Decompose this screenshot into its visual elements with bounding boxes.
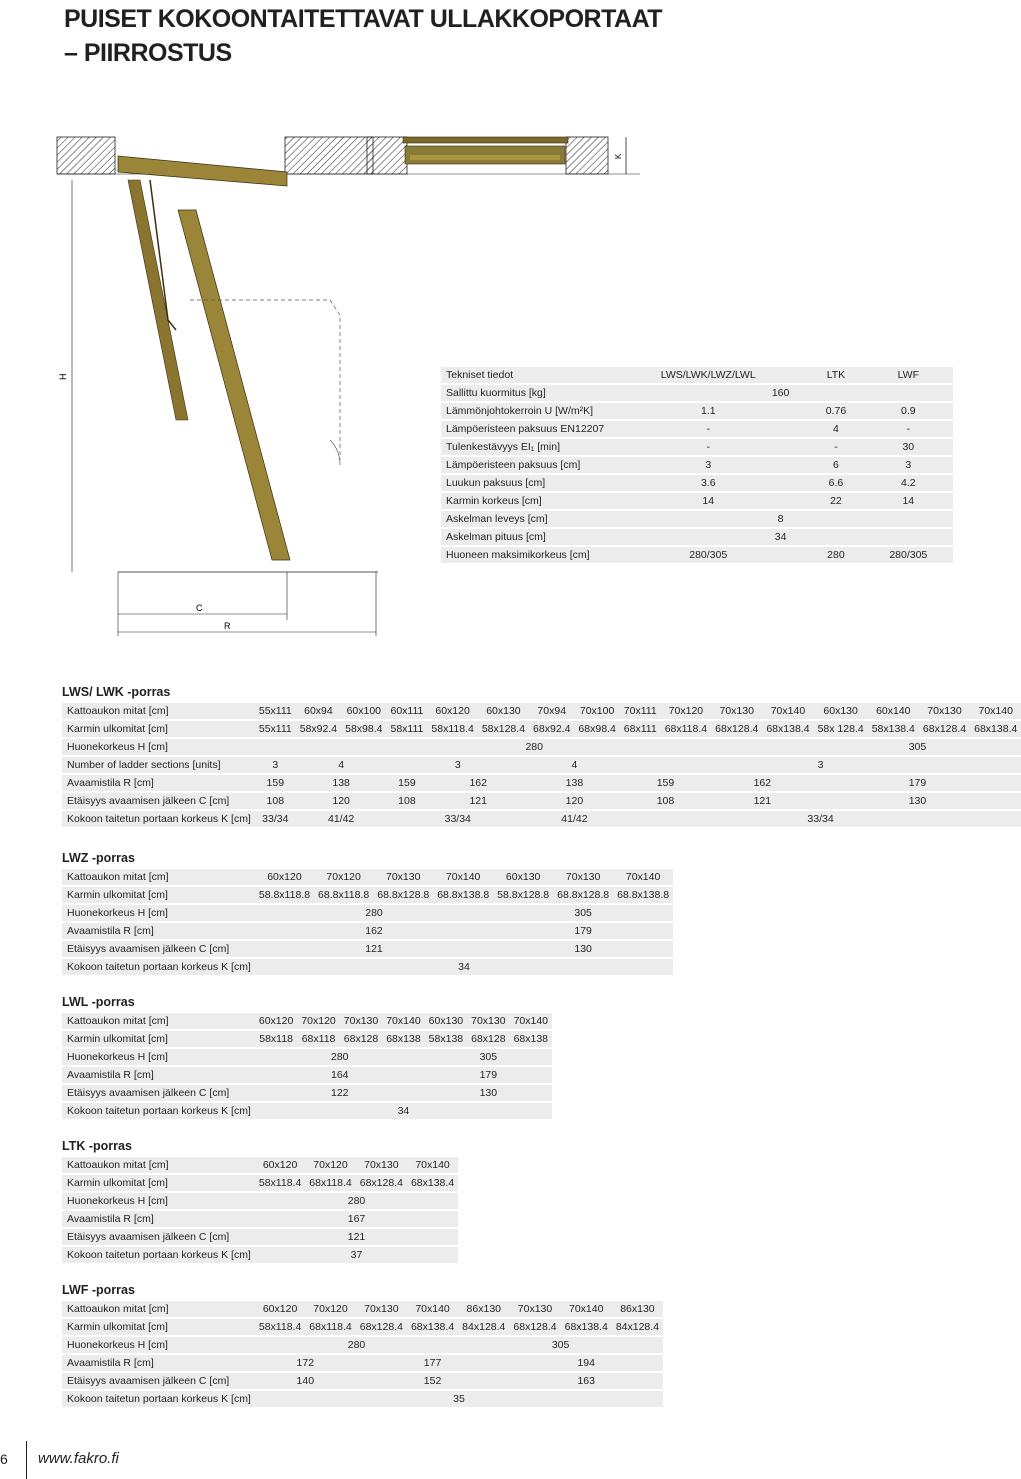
folded-ladder-frame [403, 137, 568, 143]
table-cell: 108 [255, 793, 296, 809]
tech-cell: 34 [608, 529, 953, 545]
table-cell: 68x128.4 [711, 721, 762, 737]
table-cell: 280 [255, 905, 493, 921]
row-label: Karmin ulkomitat [cm] [62, 1175, 255, 1191]
page-title [64, 2, 662, 70]
table-cell: 68x138 [382, 1031, 424, 1047]
table-cell: 70x130 [340, 1013, 382, 1029]
table-cell: 172 [255, 1355, 356, 1371]
tech-cell: - [808, 439, 863, 455]
table-cell: 70x130 [373, 869, 433, 885]
row-label: Etäisyys avaamisen jälkeen C [cm] [62, 793, 255, 809]
tech-cell: 0.76 [808, 403, 863, 419]
tech-cell: - [608, 439, 808, 455]
table-cell: 4 [529, 757, 620, 773]
table-cell: 70x120 [305, 1157, 355, 1173]
table-row [62, 1085, 552, 1101]
tech-cell: 4.2 [864, 475, 953, 491]
ceiling-block-right [566, 137, 608, 174]
table-cell: 305 [458, 1337, 663, 1353]
tech-row-label: Huoneen maksimikorkeus [cm] [441, 547, 608, 563]
page-title-line1: PUISET KOKOONTAITETTAVAT ULLAKKOPORTAAT [64, 5, 663, 33]
table-cell: 3 [387, 757, 530, 773]
tech-row-label: Lämpöeristeen paksuus EN12207 [441, 421, 608, 437]
table-row [62, 775, 1021, 791]
table-cell: 34 [255, 959, 673, 975]
table-cell: 70x140 [970, 703, 1021, 719]
table-cell: 60x140 [868, 703, 919, 719]
tech-row [441, 439, 953, 455]
table-row [62, 1319, 663, 1335]
table-cell: 58.8x128.8 [493, 887, 553, 903]
footer-divider [26, 1441, 27, 1479]
dim-label-r: R [224, 621, 231, 631]
table-cell: 33/34 [255, 811, 296, 827]
table-row [62, 1067, 552, 1083]
table-cell: 58x118.4 [255, 1319, 305, 1335]
table-cell: 68x98.4 [574, 721, 619, 737]
row-label: Avaamistila R [cm] [62, 1211, 255, 1227]
dim-label-k: K [614, 153, 623, 159]
tech-row-label: Tulenkestävyys EI₁ [min] [441, 439, 608, 455]
table-row [62, 793, 1021, 809]
row-label: Kokoon taitetun portaan korkeus K [cm] [62, 959, 255, 975]
table-cell: 70x100 [574, 703, 619, 719]
table-cell: 58x138 [425, 1031, 467, 1047]
table-cell: 280 [255, 739, 814, 755]
table-cell: 305 [493, 905, 673, 921]
table-cell: 58x128.4 [478, 721, 529, 737]
row-label: Etäisyys avaamisen jälkeen C [cm] [62, 941, 255, 957]
tech-row [441, 529, 953, 545]
tech-header-cell: LWF [864, 367, 953, 383]
table-row [62, 1031, 552, 1047]
row-label: Etäisyys avaamisen jälkeen C [cm] [62, 1229, 255, 1245]
table-cell: 55x111 [255, 721, 296, 737]
table-cell: 68.8x118.8 [314, 887, 373, 903]
table-cell: 60x130 [425, 1013, 467, 1029]
table-cell: 70x130 [356, 1301, 407, 1317]
table-row [62, 1193, 458, 1209]
row-label: Kattoaukon mitat [cm] [62, 1013, 255, 1029]
tech-cell: 3 [864, 457, 953, 473]
table-row [62, 1373, 663, 1389]
row-label: Avaamistila R [cm] [62, 775, 255, 791]
tech-row [441, 511, 953, 527]
table-cell: 138 [296, 775, 387, 791]
tech-row-label: Lämmönjohtokerroin U [W/m²K] [441, 403, 608, 419]
tech-row [441, 421, 953, 437]
tech-cell: - [864, 421, 953, 437]
table-row [62, 1103, 552, 1119]
table-row [62, 869, 673, 885]
table-cell: 68x128.4 [919, 721, 970, 737]
lwl-table [62, 1011, 552, 1121]
table-cell: 120 [296, 793, 387, 809]
table-cell: 60x120 [255, 1013, 297, 1029]
tech-cell: 14 [864, 493, 953, 509]
table-cell: 159 [620, 775, 711, 791]
row-label: Kokoon taitetun portaan korkeus K [cm] [62, 1391, 255, 1407]
table-cell: 108 [620, 793, 711, 809]
tech-row [441, 403, 953, 419]
table-cell: 70x140 [762, 703, 813, 719]
table-cell: 70x130 [467, 1013, 509, 1029]
tech-row-label: Luukun paksuus [cm] [441, 475, 608, 491]
table-cell: 162 [711, 775, 813, 791]
table-cell: 60x130 [493, 869, 553, 885]
table-cell: 70x130 [919, 703, 970, 719]
table-cell: 60x120 [427, 703, 477, 719]
section-title-lwz: LWZ -porras [62, 851, 135, 865]
table-cell: 121 [255, 1229, 458, 1245]
table-cell: 58x118.4 [427, 721, 477, 737]
row-label: Karmin ulkomitat [cm] [62, 887, 255, 903]
section-title-lwf: LWF -porras [62, 1283, 135, 1297]
table-cell: 121 [427, 793, 529, 809]
table-row [62, 923, 673, 939]
row-label: Kattoaukon mitat [cm] [62, 869, 255, 885]
table-cell: 70x140 [433, 869, 493, 885]
table-cell: 58x 128.4 [814, 721, 868, 737]
tech-row [441, 547, 953, 563]
tech-cell: 1.1 [608, 403, 808, 419]
row-label: Avaamistila R [cm] [62, 923, 255, 939]
table-cell: 68x128.4 [509, 1319, 560, 1335]
row-label: Karmin ulkomitat [cm] [62, 1319, 255, 1335]
row-label: Etäisyys avaamisen jälkeen C [cm] [62, 1085, 255, 1101]
table-cell: 108 [387, 793, 428, 809]
table-cell: 60x130 [478, 703, 529, 719]
table-cell: 60x111 [387, 703, 428, 719]
tech-cell: 6 [808, 457, 863, 473]
table-cell: 121 [711, 793, 813, 809]
table-cell: 33/34 [387, 811, 530, 827]
table-cell: 68x138.4 [407, 1319, 458, 1335]
tech-cell: 30 [864, 439, 953, 455]
table-row [62, 1013, 552, 1029]
table-cell: 84x128.4 [458, 1319, 509, 1335]
table-cell: 164 [255, 1067, 425, 1083]
tech-row-label: Askelman pituus [cm] [441, 529, 608, 545]
tech-cell: 14 [608, 493, 808, 509]
table-cell: 70x140 [407, 1301, 458, 1317]
table-cell: 70x120 [305, 1301, 355, 1317]
table-cell: 280 [255, 1193, 458, 1209]
table-cell: 70x140 [382, 1013, 424, 1029]
table-cell: 3 [255, 757, 296, 773]
table-cell: 68x92.4 [529, 721, 574, 737]
table-row [62, 1301, 663, 1317]
table-cell: 60x94 [296, 703, 341, 719]
table-row [62, 887, 673, 903]
table-cell: 152 [356, 1373, 510, 1389]
tech-cell: 4 [808, 421, 863, 437]
lwf-table [62, 1299, 663, 1409]
table-cell: 305 [814, 739, 1021, 755]
tech-row [441, 457, 953, 473]
dim-label-h: H [58, 373, 68, 380]
table-cell: 68x128 [340, 1031, 382, 1047]
table-cell: 70x140 [510, 1013, 552, 1029]
table-cell: 130 [814, 793, 1021, 809]
tech-row-label: Askelman leveys [cm] [441, 511, 608, 527]
tech-specs-table [441, 365, 953, 565]
table-row [62, 811, 1021, 827]
tech-row-label: Sallittu kuormitus [kg] [441, 385, 608, 401]
table-cell: 163 [509, 1373, 663, 1389]
row-label: Huonekorkeus H [cm] [62, 1193, 255, 1209]
tech-row-label: Karmin korkeus [cm] [441, 493, 608, 509]
ceiling-block-left [57, 137, 115, 174]
dim-label-c: C [196, 603, 203, 613]
table-cell: 70x140 [613, 869, 673, 885]
row-label: Huonekorkeus H [cm] [62, 1337, 255, 1353]
table-cell: 68x118.4 [661, 721, 711, 737]
tech-header-cell: Tekniset tiedot [441, 367, 608, 383]
table-cell: 70x120 [661, 703, 711, 719]
table-cell: 58x111 [387, 721, 428, 737]
table-cell: 70x130 [509, 1301, 560, 1317]
table-cell: 122 [255, 1085, 425, 1101]
row-label: Etäisyys avaamisen jälkeen C [cm] [62, 1373, 255, 1389]
table-row [62, 1229, 458, 1245]
table-cell: 68x128.4 [356, 1175, 407, 1191]
table-cell: 70x140 [407, 1157, 458, 1173]
table-row [62, 721, 1021, 737]
tech-header-cell: LTK [808, 367, 863, 383]
tech-cell: 3.6 [608, 475, 808, 491]
table-cell: 162 [255, 923, 493, 939]
page-title-line2: – PIIRROSTUS [64, 39, 232, 67]
table-cell: 3 [620, 757, 1021, 773]
table-row [62, 1211, 458, 1227]
table-cell: 35 [255, 1391, 663, 1407]
tech-cell: 280/305 [864, 547, 953, 563]
row-label: Kokoon taitetun portaan korkeus K [cm] [62, 1103, 255, 1119]
table-cell: 60x100 [341, 703, 386, 719]
table-cell: 70x130 [356, 1157, 407, 1173]
tech-row [441, 385, 953, 401]
table-cell: 68x128.4 [356, 1319, 407, 1335]
row-label: Karmin ulkomitat [cm] [62, 721, 255, 737]
lwz-table [62, 867, 673, 977]
table-row [62, 1355, 663, 1371]
ceiling-block-mid-right [367, 137, 407, 174]
table-cell: 179 [425, 1067, 552, 1083]
tech-cell: 8 [608, 511, 953, 527]
hatch-board [118, 156, 287, 186]
table-cell: 60x120 [255, 1301, 305, 1317]
table-cell: 68x138.4 [762, 721, 813, 737]
table-cell: 41/42 [296, 811, 387, 827]
table-cell: 4 [296, 757, 387, 773]
tech-cell: 22 [808, 493, 863, 509]
table-cell: 58x118.4 [255, 1175, 305, 1191]
table-row [62, 1391, 663, 1407]
table-cell: 68x118.4 [305, 1319, 355, 1335]
row-label: Kokoon taitetun portaan korkeus K [cm] [62, 1247, 255, 1263]
table-cell: 68x138.4 [561, 1319, 612, 1335]
tech-row [441, 493, 953, 509]
tech-cell: 6.6 [808, 475, 863, 491]
section-title-ltk: LTK -porras [62, 1139, 132, 1153]
row-label: Kokoon taitetun portaan korkeus K [cm] [62, 811, 255, 827]
table-cell: 68x111 [620, 721, 661, 737]
row-label: Kattoaukon mitat [cm] [62, 703, 255, 719]
table-cell: 86x130 [458, 1301, 509, 1317]
table-cell: 84x128.4 [612, 1319, 663, 1335]
table-cell: 121 [255, 941, 493, 957]
row-label: Number of ladder sections [units] [62, 757, 255, 773]
table-cell: 33/34 [620, 811, 1021, 827]
tech-cell: 160 [608, 385, 953, 401]
table-cell: 68x138 [510, 1031, 552, 1047]
table-row [62, 757, 1021, 773]
section-title-lws: LWS/ LWK -porras [62, 685, 171, 699]
table-cell: 55x111 [255, 703, 296, 719]
page-number: 6 [0, 1451, 8, 1467]
table-row [62, 1247, 458, 1263]
table-cell: 58x118 [255, 1031, 297, 1047]
table-cell: 130 [425, 1085, 552, 1101]
ladder-rail-back [128, 180, 188, 420]
ltk-table [62, 1155, 458, 1265]
ceiling-block-mid-left [285, 137, 373, 174]
table-cell: 60x130 [814, 703, 868, 719]
table-cell: 68x138.4 [407, 1175, 458, 1191]
table-cell: 194 [509, 1355, 663, 1371]
tech-header-row [441, 367, 953, 383]
table-cell: 162 [427, 775, 529, 791]
tech-row [441, 475, 953, 491]
table-cell: 70x140 [561, 1301, 612, 1317]
tech-row-label: Lämpöeristeen paksuus [cm] [441, 457, 608, 473]
table-cell: 86x130 [612, 1301, 663, 1317]
table-cell: 37 [255, 1247, 458, 1263]
row-label: Huonekorkeus H [cm] [62, 1049, 255, 1065]
table-cell: 68x118 [297, 1031, 339, 1047]
row-label: Karmin ulkomitat [cm] [62, 1031, 255, 1047]
row-label: Kattoaukon mitat [cm] [62, 1157, 255, 1173]
table-cell: 68.8x128.8 [553, 887, 613, 903]
row-label: Avaamistila R [cm] [62, 1355, 255, 1371]
tech-cell: 0.9 [864, 403, 953, 419]
table-cell: 68x118.4 [305, 1175, 355, 1191]
table-row [62, 1157, 458, 1173]
row-label: Huonekorkeus H [cm] [62, 739, 255, 755]
tech-cell: 280/305 [608, 547, 808, 563]
table-cell: 167 [255, 1211, 458, 1227]
table-cell: 159 [387, 775, 428, 791]
table-cell: 68x138.4 [970, 721, 1021, 737]
table-cell: 70x120 [297, 1013, 339, 1029]
table-row [62, 739, 1021, 755]
tech-cell: 280 [808, 547, 863, 563]
table-cell: 70x111 [620, 703, 661, 719]
table-cell: 60x120 [255, 1157, 305, 1173]
table-cell: 70x120 [314, 869, 373, 885]
footer-url: www.fakro.fi [38, 1450, 119, 1467]
row-label: Avaamistila R [cm] [62, 1067, 255, 1083]
ladder-rail-main [178, 210, 290, 560]
table-cell: 70x130 [711, 703, 762, 719]
table-cell: 68x128 [467, 1031, 509, 1047]
table-cell: 179 [814, 775, 1021, 791]
table-cell: 177 [356, 1355, 510, 1371]
row-label: Huonekorkeus H [cm] [62, 905, 255, 921]
table-row [62, 1049, 552, 1065]
table-cell: 305 [425, 1049, 552, 1065]
table-cell: 68.8x128.8 [373, 887, 433, 903]
table-cell: 130 [493, 941, 673, 957]
table-cell: 68.8x138.8 [433, 887, 493, 903]
table-cell: 70x130 [553, 869, 613, 885]
section-title-lwl: LWL -porras [62, 995, 135, 1009]
table-cell: 41/42 [529, 811, 620, 827]
row-label: Kattoaukon mitat [cm] [62, 1301, 255, 1317]
table-row [62, 703, 1021, 719]
table-row [62, 1337, 663, 1353]
lws-table [62, 701, 1021, 829]
table-cell: 159 [255, 775, 296, 791]
table-row [62, 905, 673, 921]
table-row [62, 1175, 458, 1191]
table-cell: 60x120 [255, 869, 314, 885]
table-cell: 34 [255, 1103, 552, 1119]
table-cell: 58x98.4 [341, 721, 386, 737]
table-row [62, 941, 673, 957]
table-cell: 179 [493, 923, 673, 939]
tech-header-cell: LWS/LWK/LWZ/LWL [608, 367, 808, 383]
table-cell: 138 [529, 775, 620, 791]
table-cell: 120 [529, 793, 620, 809]
table-cell: 70x94 [529, 703, 574, 719]
tech-cell: 3 [608, 457, 808, 473]
table-cell: 68.8x138.8 [613, 887, 673, 903]
table-cell: 280 [255, 1049, 425, 1065]
table-row [62, 959, 673, 975]
table-cell: 58x92.4 [296, 721, 341, 737]
table-cell: 140 [255, 1373, 356, 1389]
table-cell: 58.8x118.8 [255, 887, 314, 903]
tech-cell: - [608, 421, 808, 437]
table-cell: 58x138.4 [868, 721, 919, 737]
table-cell: 280 [255, 1337, 458, 1353]
